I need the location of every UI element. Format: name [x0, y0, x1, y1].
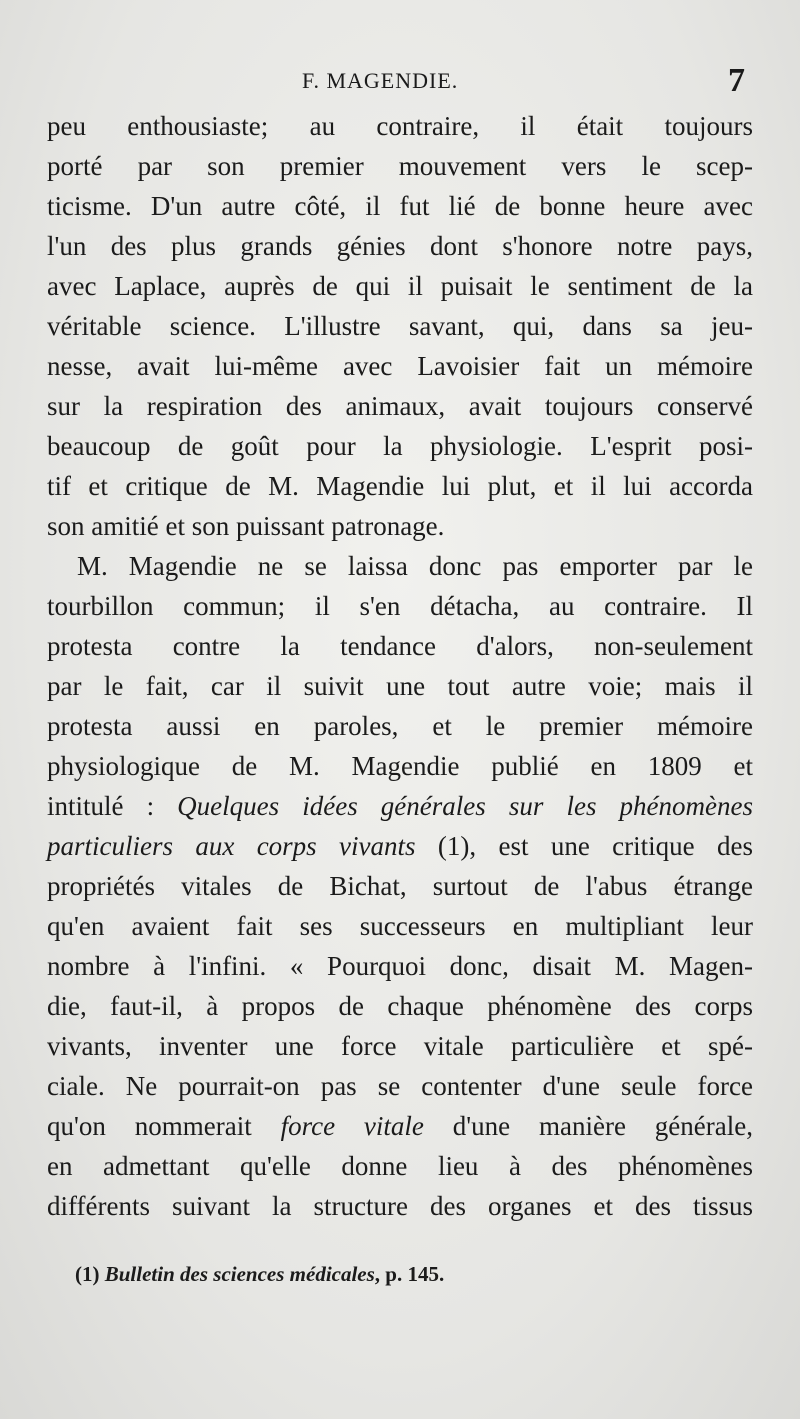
text-line: son amitié et son puissant patronage.	[47, 511, 445, 541]
text-line: beaucoup de goût pour la physiologie. L'esprit posi-	[47, 431, 753, 461]
text-line: l'un des plus grands génies dont s'honore notre pays,	[47, 231, 753, 261]
page-number: 7	[728, 62, 745, 99]
text-line: véritable science. L'illustre savant, qui, dans sa jeu-	[47, 311, 753, 341]
text-line: intitulé : Quelques idées générales sur les phénomènes	[47, 791, 753, 821]
footnote	[75, 1262, 444, 1287]
text-line: qu'en avaient fait ses successeurs en multipliant leur	[47, 911, 753, 941]
text-line: qu'on nommerait force vitale d'une manière générale,	[47, 1111, 753, 1141]
text-line: par le fait, car il suivit une tout autre voie; mais il	[47, 671, 753, 701]
text-line: porté par son premier mouvement vers le scep-	[47, 151, 753, 181]
text-line: sur la respiration des animaux, avait toujours conservé	[47, 391, 753, 421]
text-line: nesse, avait lui-même avec Lavoisier fait un mémoire	[47, 351, 753, 381]
text-line: différents suivant la structure des organes et des tissus	[47, 1191, 753, 1221]
italic-title: Quelques idées générales sur les phénomènes	[177, 791, 753, 821]
text-line: peu enthousiaste; au contraire, il était toujours	[47, 111, 753, 141]
footnote-marker: (1)	[75, 1262, 100, 1286]
text-line: particuliers aux corps vivants (1), est une critique des	[47, 831, 753, 861]
text-line: physiologique de M. Magendie publié en 1809 et	[47, 751, 753, 781]
text-line: tif et critique de M. Magendie lui plut, et il lui accorda	[47, 471, 753, 501]
text-line: nombre à l'infini. « Pourquoi donc, disait M. Magen-	[47, 951, 753, 981]
text-line: die, faut-il, à propos de chaque phénomène des corps	[47, 991, 753, 1021]
text-line: protesta aussi en paroles, et le premier mémoire	[47, 711, 753, 741]
running-title: F. MAGENDIE.	[302, 68, 459, 93]
text-line: en admettant qu'elle donne lieu à des phénomènes	[47, 1151, 753, 1181]
running-head	[0, 62, 800, 98]
footnote-reference: , p. 145.	[374, 1262, 445, 1286]
text-line: tourbillon commun; il s'en détacha, au contraire. Il	[47, 591, 753, 621]
text-line: ticisme. D'un autre côté, il fut lié de bonne heure avec	[47, 191, 753, 221]
italic-title: force vitale	[280, 1111, 424, 1141]
body-text	[47, 106, 753, 1226]
footnote-title: Bulletin des sciences médicales	[104, 1262, 375, 1286]
text-line: vivants, inventer une force vitale particulière et spé-	[47, 1031, 753, 1061]
text-line: protesta contre la tendance d'alors, non-seulement	[47, 631, 753, 661]
text-line: avec Laplace, auprès de qui il puisait le sentiment de la	[47, 271, 753, 301]
italic-title: particuliers aux corps vivants	[47, 831, 416, 861]
text-line: ciale. Ne pourrait-on pas se contenter d'une seule force	[47, 1071, 753, 1101]
text-line: M. Magendie ne se laissa donc pas emporter par le	[77, 551, 753, 581]
text-line: propriétés vitales de Bichat, surtout de l'abus étrange	[47, 871, 753, 901]
